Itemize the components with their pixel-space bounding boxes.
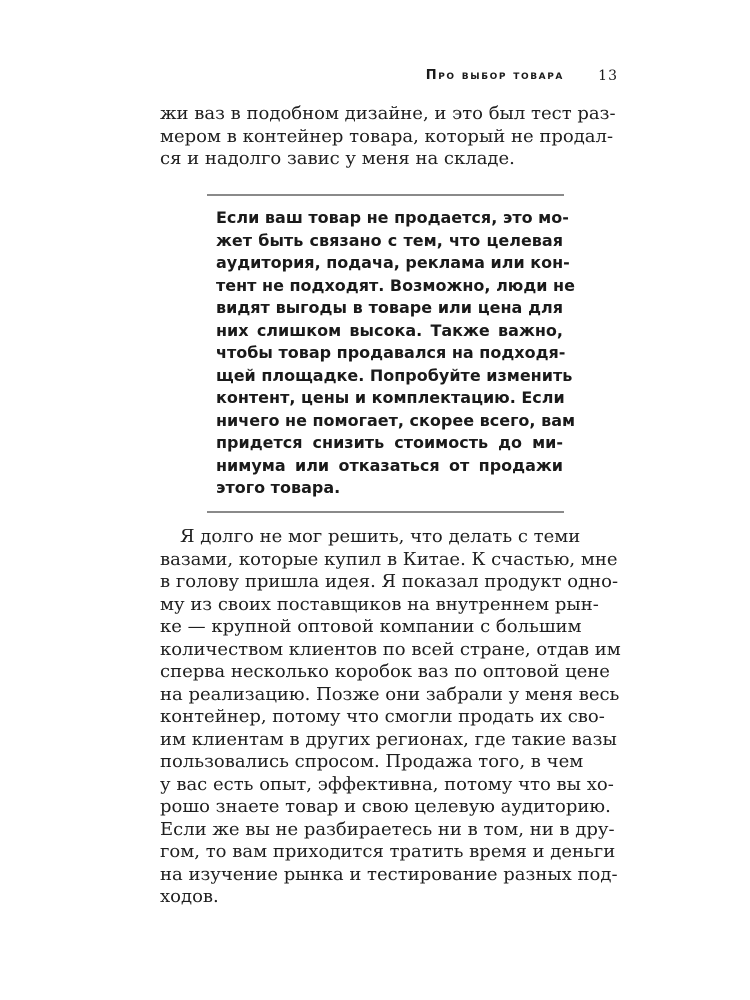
running-head <box>160 68 618 90</box>
callout-line: щей площадке. Попробуйте изменить <box>216 365 573 385</box>
callout-line: видят выгоды в товаре или цена для <box>216 298 563 317</box>
callout-line: них слишком высока. Также важно, <box>216 320 563 340</box>
text-line: му из своих поставщиков на внутреннем рын- <box>160 593 599 615</box>
text-line: Я долго не мог решить, что делать с теми <box>180 526 581 547</box>
text-line: гом, то вам приходится тратить время и деньги <box>160 841 616 862</box>
text-line: на изучение рынка и тестирование разных под- <box>160 863 618 885</box>
text-line: Если же вы не разбираетесь ни в том, ни в дру- <box>160 818 615 840</box>
text-line: ся и надолго завис у меня на складе. <box>160 148 515 169</box>
text-line: вазами, которые купил в Китае. К счастью, мне <box>160 548 618 570</box>
callout-line: ничего не помогает, скорее всего, вам <box>216 410 576 430</box>
intro-paragraph <box>160 103 616 171</box>
callout-line: жет быть связано с тем, что целевая <box>216 230 563 250</box>
text-line: ходов. <box>160 886 219 907</box>
text-line: пользовались спросом. Продажа того, в чем <box>160 751 584 772</box>
section-title: Про выбор товара <box>425 68 564 83</box>
text-line: рошо знаете товар и свою целевую аудиторию. <box>160 796 611 817</box>
body-paragraph <box>160 526 621 909</box>
callout-line: чтобы товар продавался на подходя- <box>216 343 566 362</box>
callout-text <box>207 196 576 511</box>
text-line: ке — крупной оптовой компании с большим <box>160 616 582 637</box>
text-line: контейнер, потому что смогли продать их сво- <box>160 706 605 727</box>
text-line: жи ваз в подобном дизайне, и это был тест раз- <box>160 103 616 124</box>
text-line: мером в контейнер товара, который не продал- <box>160 125 614 147</box>
text-line: на реализацию. Позже они забрали у меня весь <box>160 683 620 705</box>
text-line: им клиентам в других регионах, где такие вазы <box>160 728 617 750</box>
callout-line: нимума или отказаться от продажи <box>216 455 563 475</box>
callout-bottom-rule <box>207 511 564 513</box>
text-line: количеством клиентов по всей стране, отдав им <box>160 638 621 660</box>
callout-box <box>207 194 576 513</box>
callout-line: аудитория, подача, реклама или кон- <box>216 253 570 272</box>
page-number: 13 <box>598 68 618 84</box>
callout-line: этого товара. <box>216 478 341 497</box>
callout-line: придется снизить стоимость до ми- <box>216 433 563 452</box>
text-line: в голову пришла идея. Я показал продукт одно- <box>160 571 619 592</box>
text-line: сперва несколько коробок ваз по оптовой цене <box>160 661 610 682</box>
callout-line: контент, цены и комплектацию. Если <box>216 388 565 407</box>
text-line: у вас есть опыт, эффективна, потому что вы хо- <box>160 773 614 795</box>
callout-line: тент не подходят. Возможно, люди не <box>216 275 575 295</box>
callout-line: Если ваш товар не продается, это мо- <box>216 208 569 227</box>
